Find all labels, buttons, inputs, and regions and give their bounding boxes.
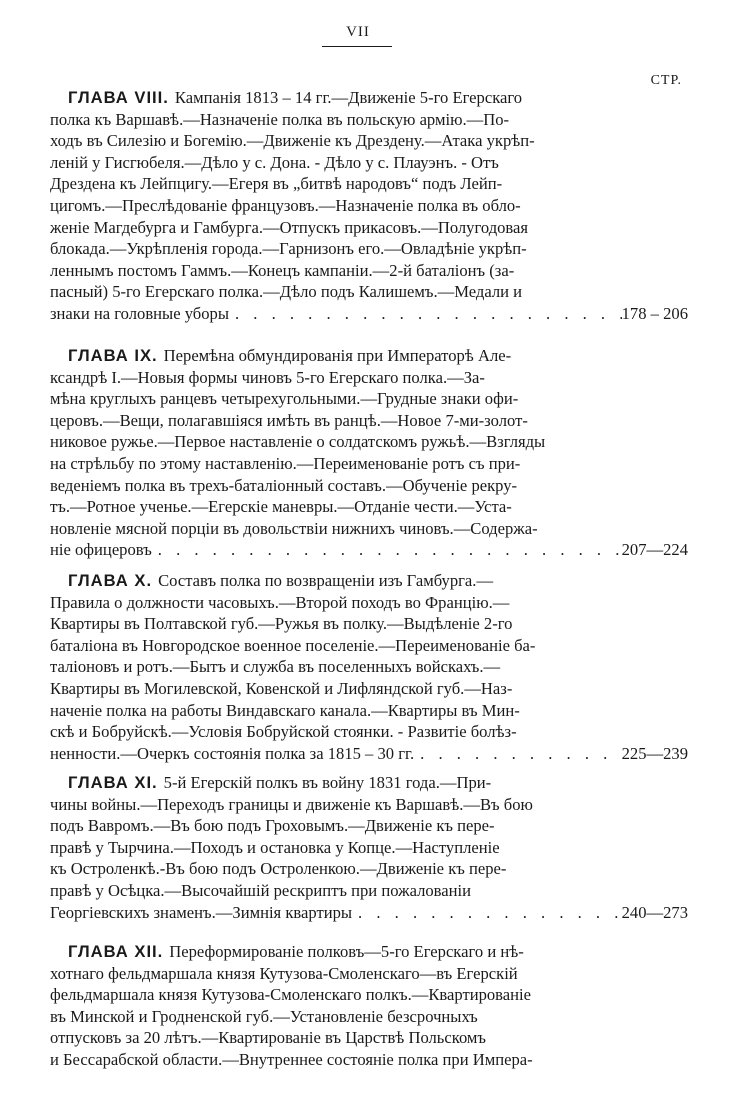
entry-line: цигомъ.—Преслѣдованіе французовъ.—Назначеніе полка въ обло-: [50, 195, 521, 215]
entry-line: къ Остроленкѣ.-Въ бою подъ Остроленкою.—Движеніе къ пере-: [50, 859, 507, 879]
entry-line: церовъ.—Вещи, полагавшіяся имѣть въ ранцѣ.—Новое 7-ми-золот-: [50, 410, 528, 430]
dot-leader: [229, 303, 622, 325]
chapter-heading: ГЛАВА VIII.: [68, 88, 169, 107]
toc-entry-chapter-9: [50, 345, 688, 561]
entry-line: подъ Вавромъ.—Въ бою подъ Гроховымъ.—Движеніе къ пере-: [50, 816, 495, 836]
entry-line: правѣ у Тырчина.—Походъ и остановка у Копце.—Наступленіе: [50, 837, 500, 857]
entry-line: въ Минской и Гродненской губ.—Установленіе безсрочныхъ: [50, 1006, 478, 1026]
entry-line: фельдмаршала князя Кутузова-Смоленскаго полкъ.—Квартированіе: [50, 985, 532, 1005]
entry-line: баталіона въ Новгородское военное поселеніе.—Переименованіе ба-: [50, 635, 536, 655]
entry-line: на стрѣльбу по этому наставленію.—Переименованіе ротъ съ при-: [50, 453, 521, 473]
page-number: VII: [346, 24, 370, 40]
chapter-heading: ГЛАВА XII.: [68, 942, 164, 961]
entry-line: блокада.—Укрѣпленія города.—Гарнизонъ его.—Овладѣніе укрѣп-: [50, 239, 527, 259]
entry-line: и Бессарабской области.—Внутреннее состояніе полка при Импера-: [50, 1049, 533, 1069]
entry-line: отпусковъ за 20 лѣтъ.—Квартированіе въ Царствѣ Польскомъ: [50, 1028, 487, 1048]
chapter-heading: ГЛАВА IX.: [68, 346, 158, 365]
entry-line: мѣна круглыхъ ранцевъ четырехугольными.—Грудные знаки офи-: [50, 389, 519, 409]
chapter-heading: ГЛАВА X.: [68, 571, 153, 590]
page-range: 225—239: [621, 743, 688, 763]
toc-entry-chapter-11: [50, 772, 688, 923]
dot-leader: [152, 539, 622, 561]
entry-line: Составъ полка по возвращеніи изъ Гамбурга.—: [158, 571, 494, 590]
entry-line: Квартиры въ Могилевской, Ковенской и Лифляндской губ.—Наз-: [50, 678, 513, 698]
entry-line: Квартиры въ Полтавской губ.—Ружья въ полку.—Выдѣленіе 2-го: [50, 614, 513, 634]
entry-line: новленіе мясной порціи въ довольствіи нижнихъ чиновъ.—Содержа-: [50, 518, 538, 538]
entry-line: женіе Магдебурга и Гамбурга.—Отпускъ прикасовъ.—Полугодовая: [50, 217, 529, 237]
entry-line: Кампанія 1813 – 14 гг.—Движеніе 5-го Егерскаго: [174, 88, 523, 107]
entry-line: леній у Гисгюбеля.—Дѣло у с. Дона. - Дѣло у с. Плауэнъ. - Отъ: [50, 152, 499, 172]
entry-line: чины войны.—Переходъ границы и движеніе къ Варшавѣ.—Въ бою: [50, 794, 533, 814]
entry-line: ксандрѣ I.—Новыя формы чиновъ 5-го Егерскаго полка.—За-: [50, 367, 485, 387]
page-range: 207—224: [621, 540, 688, 560]
toc-entry-chapter-8: [50, 87, 688, 325]
toc-entry-chapter-12: [50, 941, 688, 1071]
toc-entry-chapter-10: [50, 570, 688, 764]
entry-line: Перемѣна обмундированія при Императорѣ Але-: [163, 346, 512, 365]
entry-line: ненности.—Очеркъ состоянія полка за 1815 – 30 гг.: [50, 743, 415, 763]
dot-leader: [414, 743, 621, 765]
entry-line: скѣ и Бобруйскѣ.—Условія Бобруйской стоянки. - Развитіе болѣз-: [50, 722, 517, 742]
entry-line: хотнаго фельдмаршала князя Кутузова-Смоленскаго—въ Егерскій: [50, 963, 518, 983]
entry-line: тъ.—Ротное ученье.—Егерскіе маневры.—Отданіе чести.—Уста-: [50, 497, 512, 517]
page-range: 178 – 206: [621, 303, 688, 323]
entry-line: полка къ Варшавѣ.—Назначеніе полка въ польскую армію.—По-: [50, 109, 510, 129]
entry-line: Переформированіе полковъ—5-го Егерскаго и нѣ-: [169, 942, 524, 961]
entry-line: наченіе полка на работы Виндавскаго канала.—Квартиры въ Мин-: [50, 700, 520, 720]
page-range: 240—273: [621, 902, 688, 922]
entry-line: Правила о должности часовыхъ.—Второй походъ во Францію.—: [50, 592, 510, 612]
entry-line: никовое ружье.—Первое наставленіе о солдатскомъ ружьѣ.—Взгляды: [50, 432, 546, 452]
entry-line: ходъ въ Силезію и Богемію.—Движеніе къ Дрездену.—Атака укрѣп-: [50, 131, 535, 151]
entry-line: Дрездена къ Лейпцигу.—Егеря въ „битвѣ народовъ“ подъ Лейп-: [50, 174, 503, 194]
entry-line: ніе офицеровъ: [50, 540, 152, 560]
entry-line: леннымъ постомъ Гаммъ.—Конецъ кампаніи.—2-й баталіонъ (за-: [50, 260, 515, 280]
header-rule: [322, 46, 392, 47]
entry-line: 5-й Егерскій полкъ въ войну 1831 года.—При-: [163, 773, 492, 792]
entry-line: знаки на головные уборы: [50, 303, 229, 323]
chapter-heading: ГЛАВА XI.: [68, 773, 158, 792]
entry-line: веденіемъ полка въ трехъ-баталіонный составъ.—Обученіе рекру-: [50, 475, 518, 495]
entry-line: Георгіевскихъ знаменъ.—Зимнія квартиры: [50, 902, 353, 922]
entry-line: пасный) 5-го Егерскаго полка.—Дѣло подъ Калишемъ.—Медали и: [50, 282, 523, 302]
entry-line: таліоновъ и ротъ.—Бытъ и служба въ поселенныхъ войскахъ.—: [50, 657, 501, 677]
pages-column-label: СТР.: [650, 73, 682, 88]
dot-leader: [352, 902, 622, 924]
entry-line: правѣ у Осѣцка.—Высочайшій рескриптъ при пожалованіи: [50, 880, 472, 900]
